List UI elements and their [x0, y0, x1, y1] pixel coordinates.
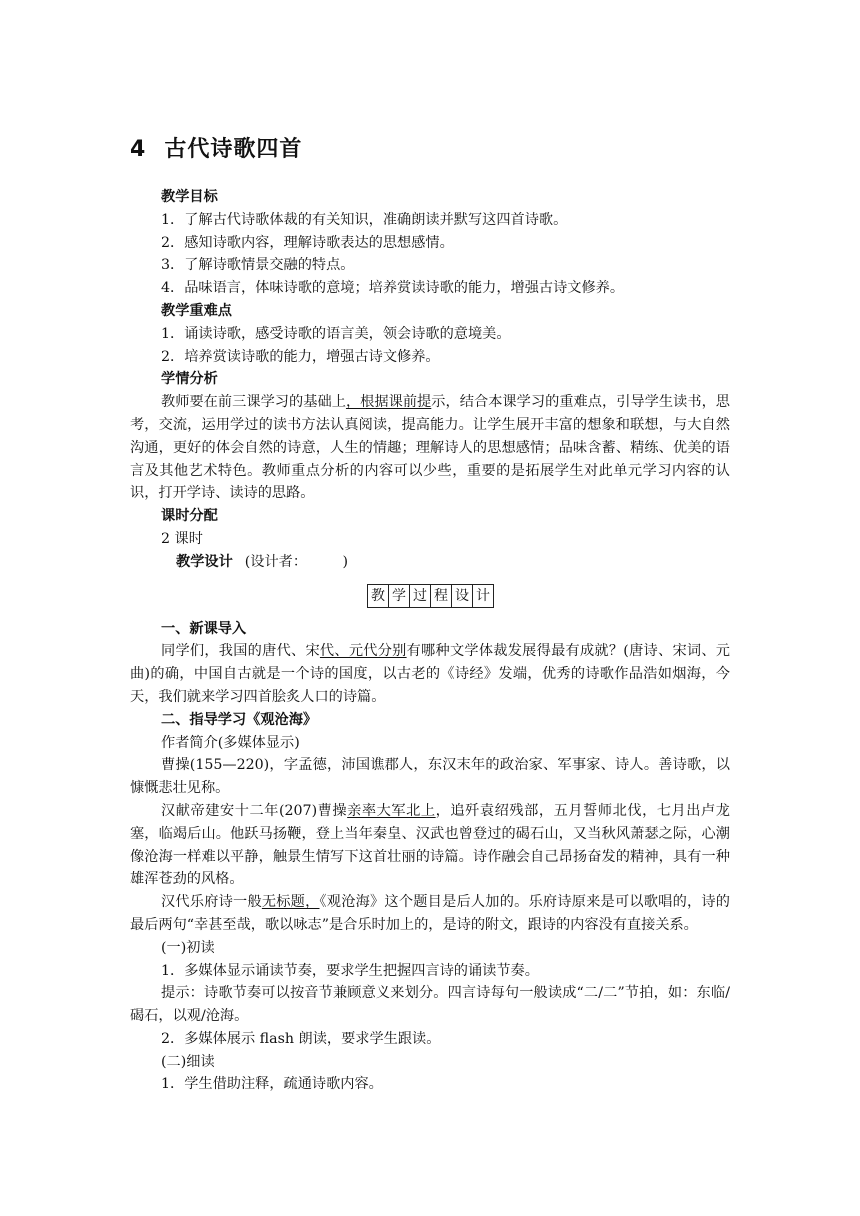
document-body	[130, 186, 730, 1096]
process-char-box: 设	[451, 584, 473, 608]
goal-item: 4．品味语言，体味诗歌的意境；培养赏读诗歌的能力，增强古诗文修养。	[161, 280, 625, 297]
lesson-title	[130, 132, 302, 163]
background-paragraph	[130, 800, 730, 891]
process-design-boxes	[130, 584, 730, 610]
goal-item: 3．了解诗歌情景交融的特点。	[161, 257, 355, 274]
process-char-box: 计	[472, 584, 494, 608]
process-char-box: 过	[409, 584, 431, 608]
yuefu-text: 《观沧海》这个题目是后人加的。乐府诗原来是可以歌唱的，诗的最后两句“幸甚至哉，歌以咏志”是合乐时加上的，是诗的附文，跟诗的内容没有直接关系。	[130, 894, 730, 933]
first-reading-label: (一)初读	[161, 939, 215, 956]
analysis-text: 示，结合本课学习的重难点，引导学生读书，思考，交流，运用学过的读书方法认真阅读，提高能力。让学生展开丰富的想象和联想，与大自然沟通，更好的体会自然的诗意，人生的情趣；理解诗人的思想感情；品味含蓄、精练、优美的语言及其他艺术特色。教师重点分析的内容可以少些，重要的是拓展学生对此单元学习内容的认识，打开学诗、读诗的思路。	[130, 394, 730, 502]
lesson-number: 4	[130, 137, 147, 162]
lesson-title-text: 古代诗歌四首	[164, 137, 303, 162]
section-2-heading: 二、指导学习《观沧海》	[161, 711, 318, 728]
yuefu-paragraph	[130, 891, 730, 937]
goal-item: 1．了解古代诗歌体裁的有关知识，准确朗读并默写这四首诗歌。	[161, 211, 568, 228]
close-reading-step: 1．学生借助注释，疏通诗歌内容。	[161, 1076, 383, 1093]
hours-value: 2 课时	[161, 530, 203, 547]
design-line	[130, 551, 730, 574]
section-1-heading: 一、新课导入	[161, 620, 247, 637]
author-intro-label: 作者简介(多媒体显示)	[161, 734, 300, 751]
process-char-box: 教	[367, 584, 389, 608]
analysis-paragraph	[130, 391, 730, 505]
rhythm-hint: 提示：诗歌节奏可以按音节兼顾意义来划分。四言诗每句一般读成“二/二”节拍，如：东临/碣石，以观/沧海。	[130, 985, 730, 1025]
goal-item: 2．感知诗歌内容，理解诗歌表达的思想感情。	[161, 234, 454, 251]
first-reading-step: 2．多媒体展示 flash 朗读，要求学生跟读。	[161, 1030, 441, 1047]
key-point-item: 2．培养赏读诗歌的能力，增强古诗文修养。	[161, 348, 440, 365]
background-underlined: 亲率大军北上	[347, 802, 436, 819]
yuefu-underlined: 无标题，	[261, 894, 320, 911]
hours-heading: 课时分配	[161, 508, 218, 525]
key-point-item: 1．诵读诗歌，感受诗歌的语言美，领会诗歌的意境美。	[161, 325, 511, 342]
intro-underlined: 代、元代分别	[319, 643, 407, 660]
designer-note: (设计者： )	[244, 553, 349, 570]
intro-text: 有哪种文学体裁发展得最有成就？(唐诗、宋词、元曲)的确，中国自古就是一个诗的国度，以古老的《诗经》发端，优秀的诗歌作品浩如烟海，今天，我们就来学习四首脍炙人口的诗篇。	[130, 643, 730, 705]
intro-text: 同学们，我国的唐代、宋	[161, 643, 320, 660]
section-1-paragraph	[130, 640, 730, 708]
goals-heading: 教学目标	[161, 189, 218, 205]
close-reading-label: (二)细读	[161, 1053, 215, 1070]
yuefu-text: 汉代乐府诗一般	[161, 894, 262, 911]
process-char-box: 学	[388, 584, 410, 608]
analysis-heading: 学情分析	[161, 371, 218, 388]
author-bio: 曹操(155—220)，字孟德，沛国谯郡人，东汉末年的政治家、军事家、诗人。善诗歌，以慷慨悲壮见称。	[130, 757, 730, 797]
analysis-underlined: ，根据课前提	[345, 394, 432, 411]
key-points-heading: 教学重难点	[161, 302, 232, 319]
background-text: 汉献帝建安十二年(207)曹操	[161, 802, 348, 819]
design-label: 教学设计	[176, 553, 233, 570]
background-text: ，追歼袁绍残部，五月誓师北伐，七月出卢龙塞，临竭后山。他跃马扬鞭，登上当年秦皇、汉武也曾登过的碣石山，又当秋风萧瑟之际，心潮像沧海一样难以平静，触景生情写下这首壮丽的诗篇。诗作融会自己昂扬奋发的精神，具有一种雄浑苍劲的风格。	[130, 802, 730, 888]
first-reading-step: 1．多媒体显示诵读节奏，要求学生把握四言诗的诵读节奏。	[161, 962, 539, 979]
analysis-text: 教师要在前三课学习的基础上	[161, 394, 346, 411]
process-char-box: 程	[430, 584, 452, 608]
